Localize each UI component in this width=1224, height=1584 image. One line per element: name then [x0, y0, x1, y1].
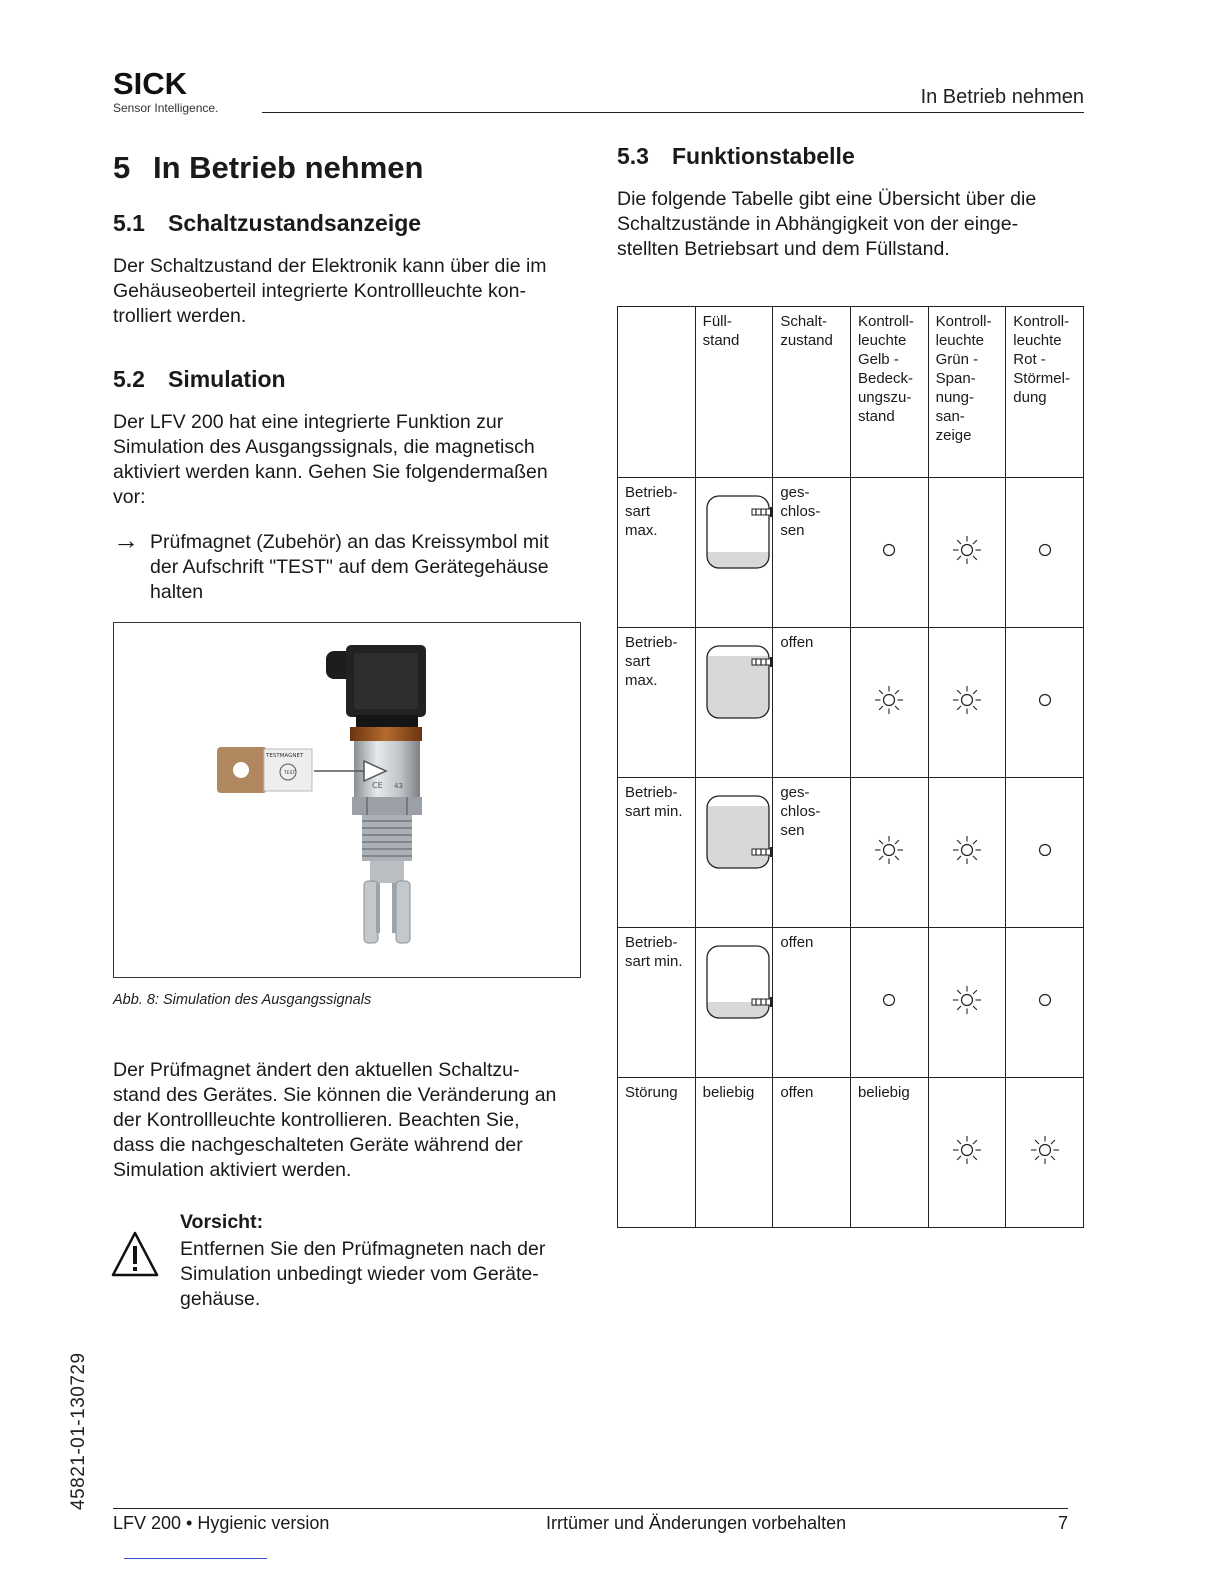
table-header-cell: [773, 307, 851, 478]
state-cell-text: offen: [780, 634, 814, 651]
table-header-cell-text: Füll- stand: [702, 313, 740, 349]
step-arrow-icon: →: [113, 525, 139, 555]
state-cell: [773, 478, 851, 628]
header-divider: [262, 112, 1084, 113]
warning-triangle-icon: [110, 1230, 160, 1278]
lamp-off-icon: [872, 983, 906, 1017]
green-lamp-cell: [928, 778, 1006, 928]
green-lamp-cell: [928, 1078, 1006, 1228]
mode-cell-text: Störung: [625, 1084, 678, 1101]
connector-plug: [326, 645, 426, 727]
table-row: [618, 778, 1084, 928]
tank-level-icon: [704, 944, 776, 1022]
yellow-lamp-cell-text: beliebig: [857, 1084, 910, 1101]
paragraph-5-2: Der LFV 200 hat eine integrierte Funktion zur Simulation des Ausgangssignals, die magnetisch aktiviert werden kann. Gehen Sie folgendermaßen vor:: [113, 411, 548, 508]
footer-link-line: [124, 1558, 267, 1559]
table-header-cell-text: Kontroll- leuchte Rot - Störmel- dung: [1013, 313, 1070, 406]
paragraph-5-1: Der Schaltzustand der Elektronik kann über die im Gehäuseoberteil integrierte Kontrollleuchte kon- trolliert werden.: [113, 255, 547, 327]
mode-cell: [618, 1078, 696, 1228]
fill-cell: [695, 928, 773, 1078]
green-lamp-cell: [928, 928, 1006, 1078]
lamp-on-icon: [872, 833, 906, 867]
table-header-cell: [1006, 307, 1084, 478]
chapter-title: 5 In Betrieb nehmen: [113, 150, 424, 185]
red-lamp-cell: [1006, 1078, 1084, 1228]
footer-notice: Irrtümer und Änderungen vorbehalten: [546, 1513, 847, 1533]
lamp-on-icon: [950, 533, 984, 567]
red-lamp-cell: [1006, 778, 1084, 928]
test-symbol: TEST: [284, 771, 296, 776]
table-row: [618, 628, 1084, 778]
table-row: [618, 478, 1084, 628]
state-cell-text: ges- chlos- sen: [780, 484, 821, 539]
mode-cell-text: Betrieb- sart max.: [625, 634, 678, 689]
footer-product: LFV 200 • Hygienic version: [113, 1513, 330, 1533]
logo-tagline: Sensor Intelligence.: [113, 101, 219, 115]
document-code: 45821-01-130729: [68, 1352, 89, 1510]
page-number: 7: [1058, 1513, 1069, 1533]
state-cell-text: ges- chlos- sen: [780, 784, 821, 839]
heading-5-2: 5.2 Simulation: [113, 366, 286, 392]
state-cell: [773, 778, 851, 928]
table-row: [618, 928, 1084, 1078]
sick-logo: [113, 68, 218, 115]
lamp-off-icon: [1028, 533, 1062, 567]
green-lamp-cell: [928, 478, 1006, 628]
fill-cell-text: beliebig: [702, 1084, 755, 1101]
lamp-off-icon: [1028, 833, 1062, 867]
lamp-off-icon: [872, 533, 906, 567]
fill-cell: [695, 628, 773, 778]
table-header-cell: [695, 307, 773, 478]
function-table: [617, 306, 1084, 1228]
mode-cell: [618, 478, 696, 628]
figure-caption: Abb. 8: Simulation des Ausgangssignals: [113, 992, 372, 1008]
yellow-lamp-cell: [850, 1078, 928, 1228]
state-cell-text: offen: [780, 934, 814, 951]
table-header-cell: [618, 307, 696, 478]
mode-cell-text: Betrieb- sart max.: [625, 484, 678, 539]
tank-level-icon: [704, 644, 776, 722]
level-sensor-icon: [752, 657, 773, 667]
green-lamp-cell: [928, 628, 1006, 778]
fill-cell: [695, 778, 773, 928]
mode-cell: [618, 628, 696, 778]
test-magnet: [217, 747, 312, 793]
figure-simulation: [113, 622, 581, 978]
lamp-on-icon: [872, 683, 906, 717]
lamp-on-icon: [950, 983, 984, 1017]
thread: [362, 815, 412, 861]
mode-cell-text: Betrieb- sart min.: [625, 784, 683, 820]
lamp-on-icon: [950, 683, 984, 717]
device-illustration: [114, 623, 580, 977]
red-lamp-cell: [1006, 628, 1084, 778]
yellow-lamp-cell: [850, 628, 928, 778]
tank-level-icon: [704, 494, 776, 572]
paragraph-simulation-effect: Der Prüfmagnet ändert den aktuellen Schaltzu- stand des Gerätes. Sie können die Veränderung an der Kontrollleuchte kontrollieren. Beachten Sie, dass die nachgeschalteten Geräte während der Simulation aktiviert werden.: [113, 1059, 557, 1181]
table-header-cell-text: Kontroll- leuchte Grün - Span- nung- san- zeige: [935, 313, 992, 444]
table-row: [618, 1078, 1084, 1228]
lamp-off-icon: [1028, 983, 1062, 1017]
step-instruction: Prüfmagnet (Zubehör) an das Kreissymbol mit der Aufschrift "TEST" auf dem Gerätegehäuse halten: [150, 531, 549, 603]
lamp-on-icon: [950, 833, 984, 867]
yellow-lamp-cell: [850, 778, 928, 928]
tuning-fork: [364, 861, 410, 943]
warning-text: Entfernen Sie den Prüfmagneten nach der Simulation unbedingt wieder vom Geräte- gehäuse.: [180, 1238, 546, 1310]
state-cell-text: offen: [780, 1084, 814, 1101]
mode-cell: [618, 778, 696, 928]
lamp-on-icon: [950, 1133, 984, 1167]
table-header-cell-text: Schalt- zustand: [780, 313, 833, 349]
running-header: In Betrieb nehmen: [920, 86, 1084, 108]
paragraph-5-3: Die folgende Tabelle gibt eine Übersicht über die Schaltzustände in Abhängigkeit von der einge- stellten Betriebsart und dem Füllstand.: [617, 188, 1037, 260]
level-sensor-icon: [752, 847, 773, 857]
svg-text:CE: CE: [372, 781, 383, 790]
heading-5-1: 5.1 Schaltzustandsanzeige: [113, 210, 422, 236]
yellow-lamp-cell: [850, 928, 928, 1078]
svg-text:43: 43: [394, 782, 403, 790]
seal-ring: [350, 727, 422, 741]
magnet-label: TESTMAGNET: [266, 753, 304, 759]
logo-wordmark: SICK: [113, 66, 188, 101]
level-sensor-icon: [752, 997, 773, 1007]
table-header-cell: [928, 307, 1006, 478]
footer-divider: [113, 1508, 1068, 1509]
warning-title: Vorsicht:: [180, 1211, 264, 1233]
heading-5-3: 5.3 Funktionstabelle: [617, 143, 855, 169]
yellow-lamp-cell: [850, 478, 928, 628]
lamp-on-icon: [1028, 1133, 1062, 1167]
lamp-off-icon: [1028, 683, 1062, 717]
table-header-cell-text: Kontroll- leuchte Gelb - Bedeck- ungszu- stand: [857, 313, 914, 425]
state-cell: [773, 628, 851, 778]
state-cell: [773, 928, 851, 1078]
tank-level-icon: [704, 794, 776, 872]
fill-cell: [695, 478, 773, 628]
fill-cell: [695, 1078, 773, 1228]
level-sensor-icon: [752, 507, 773, 517]
mode-cell-text: Betrieb- sart min.: [625, 934, 683, 970]
table-header-cell: [850, 307, 928, 478]
red-lamp-cell: [1006, 928, 1084, 1078]
red-lamp-cell: [1006, 478, 1084, 628]
state-cell: [773, 1078, 851, 1228]
mode-cell: [618, 928, 696, 1078]
table-header-row: [618, 307, 1084, 478]
